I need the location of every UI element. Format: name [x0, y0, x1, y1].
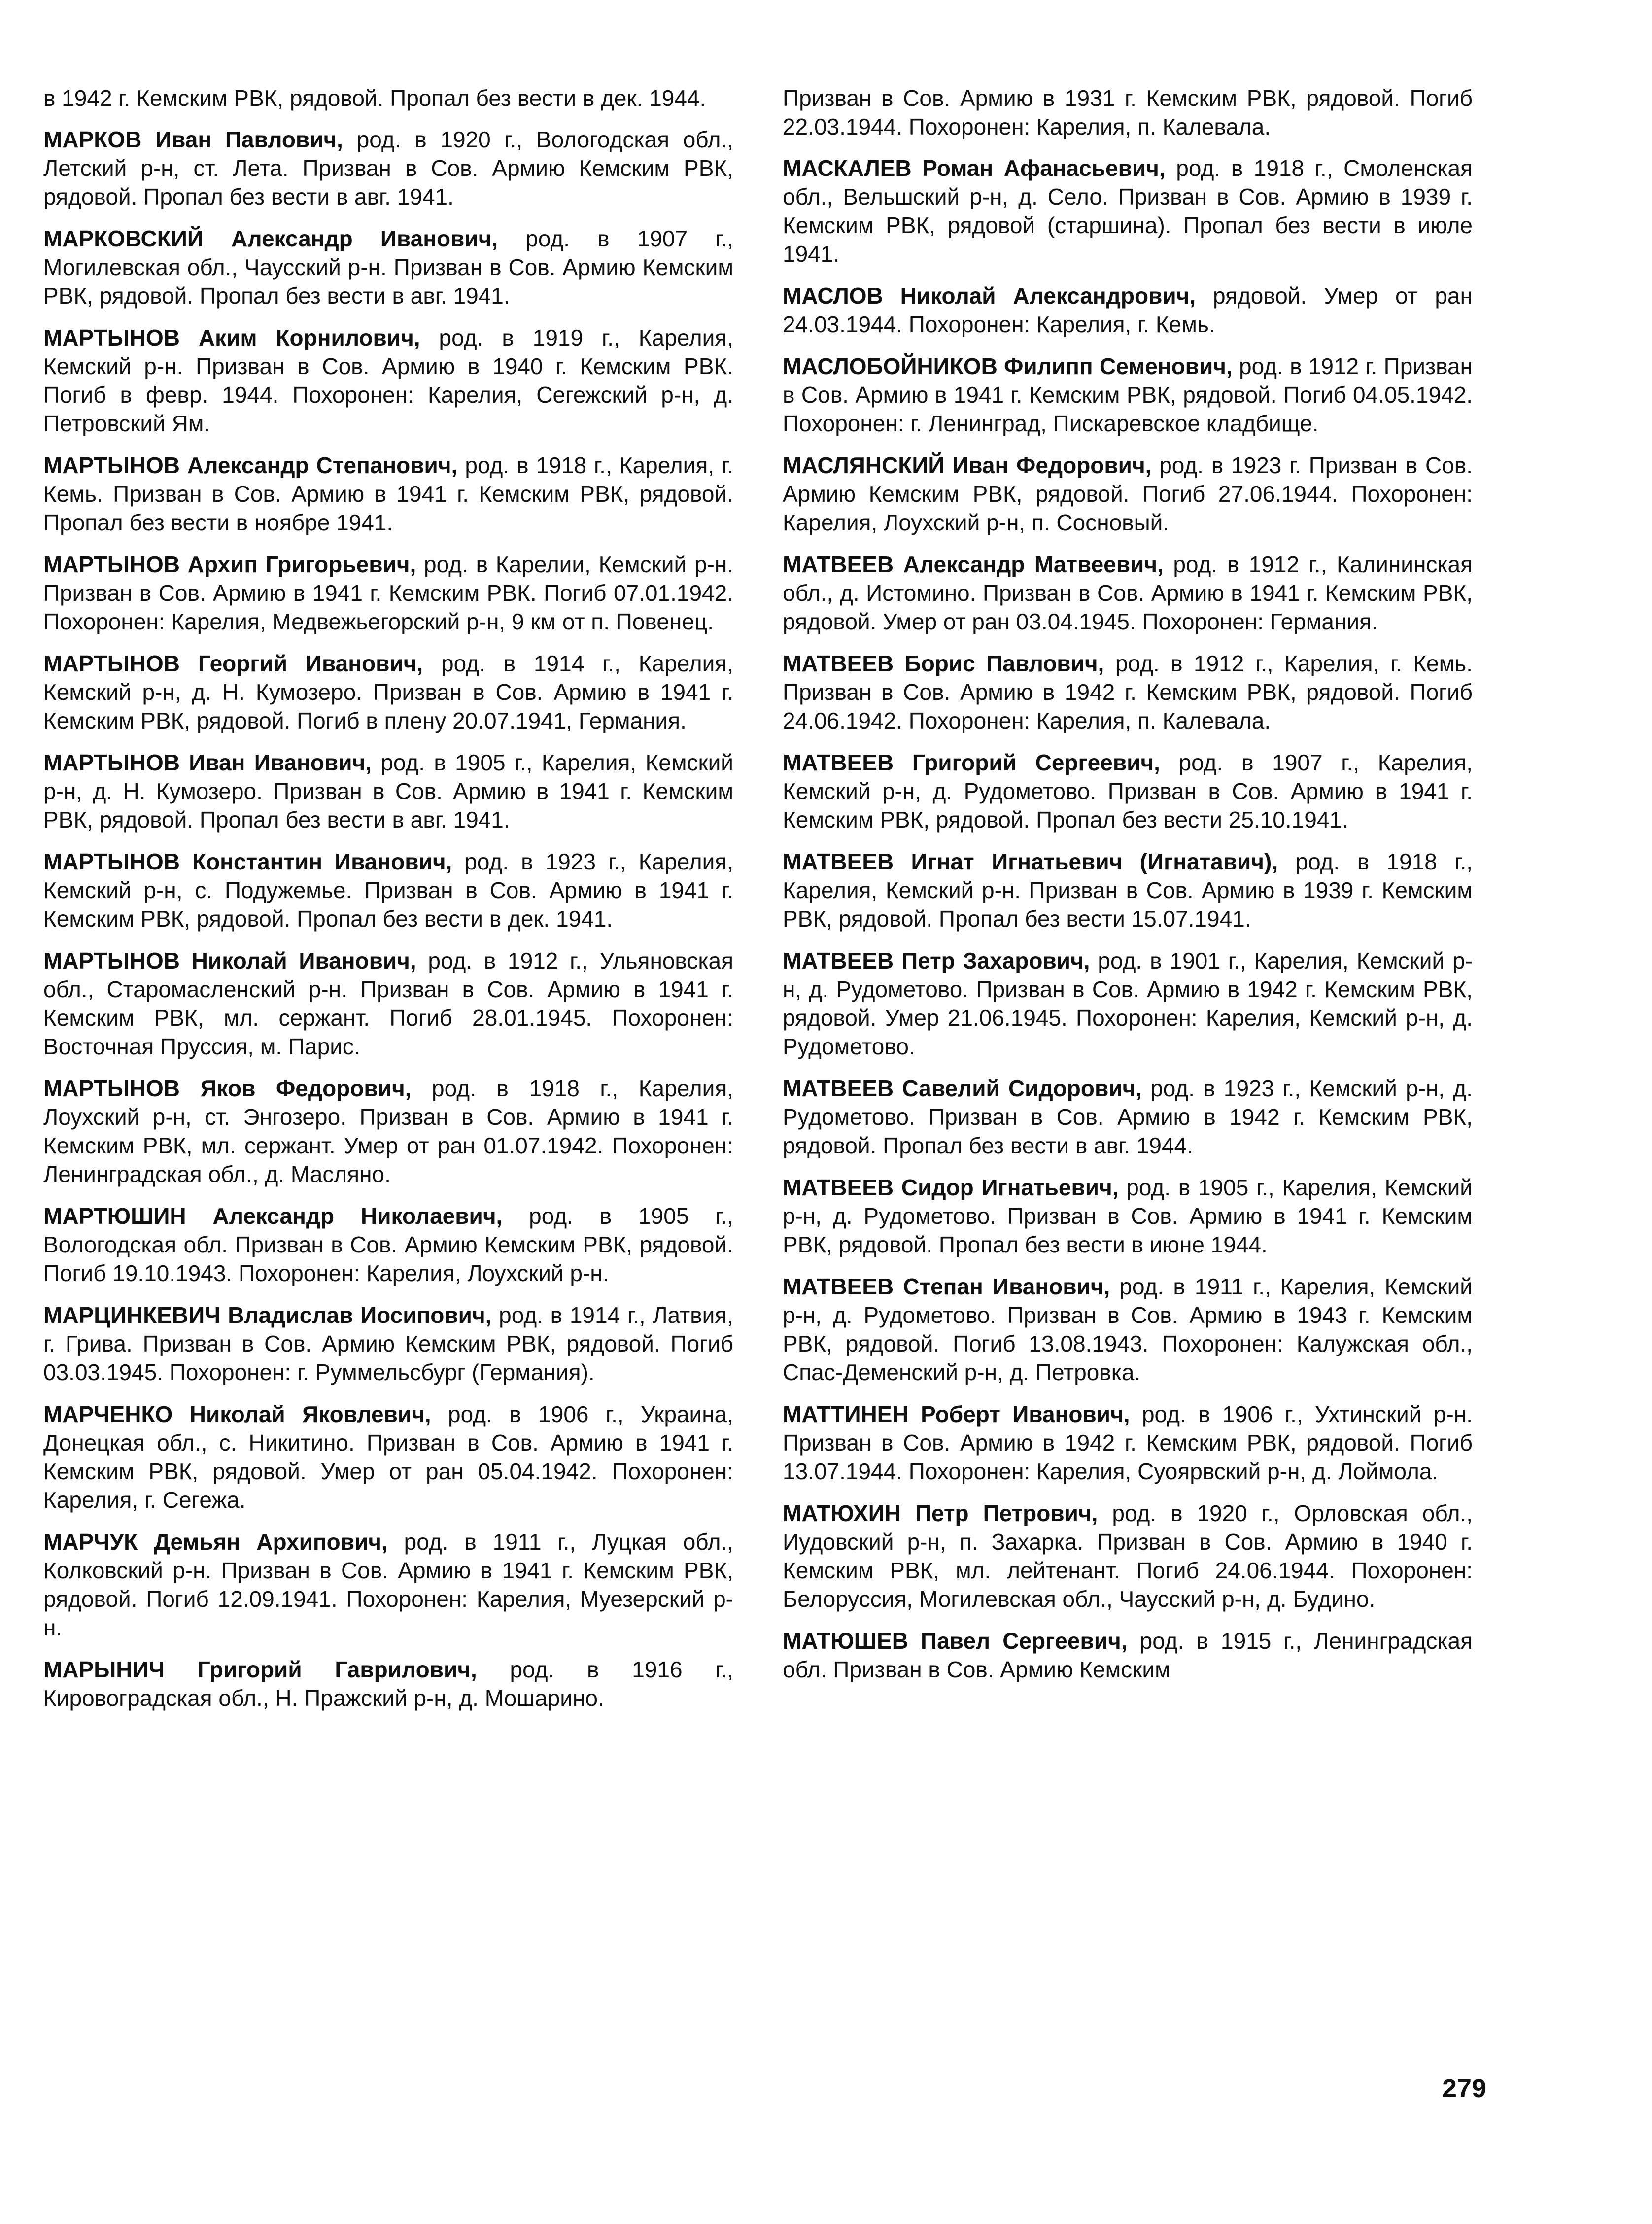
entry — [43, 1400, 733, 1514]
entry-name: МАСЛОБОЙНИКОВ Филипп Семенович, — [783, 353, 1233, 379]
entry-name: МАРТЫНОВ Иван Иванович, — [43, 750, 372, 775]
entry-name: МАРТЫНОВ Георгий Иванович, — [43, 651, 423, 676]
entry-name: МАРТЮШИН Александр Николаевич, — [43, 1203, 503, 1229]
entry-name: МАРЫНИЧ Григорий Гаврилович, — [43, 1657, 477, 1682]
entry — [43, 1528, 733, 1642]
entry-name: МАТВЕЕВ Савелий Сидорович, — [783, 1076, 1142, 1101]
entry-text: род. в 1918 г., Карелия, Кемский р-н. Призван в Сов. Армию в 1939 г. Кемским РВК, рядовой. Пропал без вести 15.07.1941. — [783, 849, 1473, 932]
entry — [783, 281, 1473, 339]
book-page — [43, 84, 1473, 2105]
entry — [43, 550, 733, 636]
page-number: 279 — [1442, 2074, 1487, 2103]
entry-name: МАТТИНЕН Роберт Иванович, — [783, 1401, 1130, 1427]
entry — [43, 125, 733, 211]
entry-name: МАТВЕЕВ Игнат Игнатьевич (Игнатавич), — [783, 849, 1278, 874]
entry — [43, 1655, 733, 1712]
entry-name: МАСЛОВ Николай Александрович, — [783, 283, 1196, 309]
entry — [783, 748, 1473, 834]
entry — [43, 1074, 733, 1188]
entry — [783, 352, 1473, 438]
entry — [783, 1627, 1473, 1684]
entry-name: МАТВЕЕВ Сидор Игнатьевич, — [783, 1175, 1119, 1200]
entry — [43, 847, 733, 933]
entry — [783, 649, 1473, 735]
entry-name: МАСЛЯНСКИЙ Иван Федорович, — [783, 452, 1152, 478]
entry-text: род. в 1905 г., Карелия, Кемский р-н, д. Рудометово. Призван в Сов. Армию в 1941 г. Кемским РВК, рядовой. Пропал без вести в июне 1944. — [783, 1175, 1473, 1257]
entry — [783, 154, 1473, 268]
left-column — [43, 84, 733, 1726]
entry-text: род. в 1920 г., Вологодская обл., Летский р-н, ст. Лета. Призван в Сов. Армию Кемским РВК, рядовой. Пропал без вести в авг. 1941. — [43, 127, 733, 209]
entry — [43, 649, 733, 735]
entry-text: род. в 1906 г., Украина, Донецкая обл., с. Никитино. Призван в Сов. Армию в 1941 г. Кемским РВК, рядовой. Умер от ран 05.04.1942. Похоронен: Карелия, г. Сегежа. — [43, 1401, 733, 1513]
entry-name: МАРЦИНКЕВИЧ Владислав Иосипович, — [43, 1302, 492, 1328]
entry-name: МАТВЕЕВ Петр Захарович, — [783, 948, 1090, 973]
entry-text: в 1942 г. Кемским РВК, рядовой. Пропал без вести в дек. 1944. — [43, 85, 706, 111]
entry-text: род. в 1918 г., Карелия, Лоухский р-н, ст. Энгозеро. Призван в Сов. Армию в 1941 г. Кемским РВК, мл. сержант. Умер от ран 01.07.1942. Похоронен: Ленинградская обл., д. Масляно. — [43, 1076, 734, 1187]
entry-text: род. в 1905 г., Вологодская обл. Призван в Сов. Армию Кемским РВК, рядовой. Погиб 19.10.1943. Похоронен: Карелия, Лоухский р-н. — [43, 1203, 733, 1286]
entry-text: род. в Карелии, Кемский р-н. Призван в Сов. Армию в 1941 г. Кемским РВК. Погиб 07.01.1942. Похоронен: Карелия, Медвежьегорский р-н, 9 км от п. Повенец. — [43, 552, 733, 634]
entry-text: род. в 1906 г., Ухтинский р-н. Призван в Сов. Армию в 1942 г. Кемским РВК, рядовой. Погиб 13.07.1944. Похоронен: Карелия, Суоярвский р-н, д. Лоймола. — [783, 1401, 1473, 1484]
entry-text: род. в 1912 г., Калининская обл., д. Истомино. Призван в Сов. Армию в 1941 г. Кемским РВК, рядовой. Умер от ран 03.04.1945. Похоронен: Германия. — [783, 552, 1473, 634]
entry-text: род. в 1914 г., Латвия, г. Грива. Призван в Сов. Армию Кемским РВК, рядовой. Погиб 03.03.1945. Похоронен: г. Руммельсбург (Германия). — [43, 1302, 733, 1385]
entry-text: рядовой. Умер от ран 24.03.1944. Похоронен: Карелия, г. Кемь. — [783, 283, 1473, 337]
entry-name: МАТВЕЕВ Степан Иванович, — [783, 1274, 1110, 1299]
right-column — [783, 84, 1473, 1697]
entry — [43, 748, 733, 834]
entry-continuation — [43, 84, 733, 112]
entry-text: род. в 1920 г., Орловская обл., Иудовский р-н, п. Захарка. Призван в Сов. Армию в 1940 г. Кемским РВК, мл. лейтенант. Погиб 24.06.1944. Похоронен: Белоруссия, Могилевская обл., Чаусский р-н, д. Будино. — [783, 1500, 1473, 1612]
entry — [783, 550, 1473, 636]
entry-name: МАРЧЕНКО Николай Яковлевич, — [43, 1401, 431, 1427]
entry-text: род. в 1911 г., Луцкая обл., Колковский р-н. Призван в Сов. Армию в 1941 г. Кемским РВК, рядовой. Погиб 12.09.1941. Похоронен: Карелия, Муезерский р-н. — [43, 1529, 733, 1640]
entry-text: род. в 1914 г., Карелия, Кемский р-н, д. Н. Кумозеро. Призван в Сов. Армию в 1941 г. Кемским РВК, рядовой. Погиб в плену 20.07.1941, Германия. — [43, 651, 733, 733]
entry-text: род. в 1907 г., Карелия, Кемский р-н, д. Рудометово. Призван в Сов. Армию в 1941 г. Кемским РВК, рядовой. Пропал без вести 25.10.1941. — [783, 750, 1473, 833]
entry-name: МАРТЫНОВ Александр Степанович, — [43, 452, 458, 478]
entry-text: род. в 1912 г., Ульяновская обл., Старомасленский р-н. Призван в Сов. Армию в 1941 г. Кемским РВК, мл. сержант. Погиб 28.01.1945. Похоронен: Восточная Пруссия, м. Парис. — [43, 948, 733, 1059]
entry — [783, 1074, 1473, 1160]
entry-name: МАТВЕЕВ Григорий Сергеевич, — [783, 750, 1160, 775]
entry-text: род. в 1907 г., Могилевская обл., Чаусский р-н. Призван в Сов. Армию Кемским РВК, рядовой. Пропал без вести в авг. 1941. — [43, 226, 734, 309]
entry-name: МАТВЕЕВ Александр Матвеевич, — [783, 552, 1164, 577]
entry-name: МАРТЫНОВ Аким Корнилович, — [43, 325, 420, 350]
entry — [43, 323, 733, 438]
entry — [783, 1400, 1473, 1486]
entry-name: МАСКАЛЕВ Роман Афанасьевич, — [783, 155, 1166, 181]
entry-name: МАРКОВСКИЙ Александр Иванович, — [43, 226, 498, 251]
entry-text: род. в 1919 г., Карелия, Кемский р-н. Призван в Сов. Армию в 1940 г. Кемским РВК. Погиб в февр. 1944. Похоронен: Карелия, Сегежский р-н, д. Петровский Ям. — [43, 325, 733, 436]
entry-text: род. в 1915 г., Ленинградская обл. Призван в Сов. Армию Кемским — [783, 1628, 1473, 1682]
entry-name: МАРТЫНОВ Константин Иванович, — [43, 849, 452, 874]
entry-name: МАРТЫНОВ Яков Федорович, — [43, 1076, 412, 1101]
entry-name: МАРТЫНОВ Архип Григорьевич, — [43, 552, 416, 577]
entry-text: род. в 1916 г., Кировоградская обл., Н. Пражский р-н, д. Мошарино. — [43, 1657, 733, 1711]
entry — [783, 451, 1473, 537]
entry — [43, 1202, 733, 1287]
entry-name: МАТЮХИН Петр Петрович, — [783, 1500, 1098, 1526]
entry-name: МАРТЫНОВ Николай Иванович, — [43, 948, 416, 973]
entry — [43, 1301, 733, 1387]
entry-continuation — [783, 84, 1473, 141]
entry — [783, 1272, 1473, 1387]
entry-text: род. в 1901 г., Карелия, Кемский р-н, д. Рудометово. Призван в Сов. Армию в 1942 г. Кемским РВК, рядовой. Умер 21.06.1945. Похоронен: Карелия, Кемский р-н, д. Рудометово. — [783, 948, 1473, 1059]
entry — [783, 1499, 1473, 1613]
entry-name: МАРКОВ Иван Павлович, — [43, 127, 343, 152]
entry-text: род. в 1918 г., Смоленская обл., Вельшский р-н, д. Село. Призван в Сов. Армию в 1939 г. Кемским РВК, рядовой (старшина). Пропал без вести в июле 1941. — [783, 155, 1473, 267]
entry-text: род. в 1918 г., Карелия, г. Кемь. Призван в Сов. Армию в 1941 г. Кемским РВК, рядовой. Пропал без вести в ноябре 1941. — [43, 452, 733, 535]
entry-name: МАТВЕЕВ Борис Павлович, — [783, 651, 1104, 676]
entry-text: род. в 1912 г., Карелия, г. Кемь. Призван в Сов. Армию в 1942 г. Кемским РВК, рядовой. Погиб 24.06.1942. Похоронен: Карелия, п. Калевала. — [783, 651, 1473, 733]
entry-text: род. в 1923 г. Призван в Сов. Армию Кемским РВК, рядовой. Погиб 27.06.1944. Похоронен: Карелия, Лоухский р-н, п. Сосновый. — [783, 452, 1473, 535]
entry-text: род. в 1923 г., Кемский р-н, д. Рудометово. Призван в Сов. Армию в 1942 г. Кемским РВК, рядовой. Пропал без вести в авг. 1944. — [783, 1076, 1473, 1158]
entry — [783, 847, 1473, 933]
entry — [43, 946, 733, 1061]
entry-name: МАТЮШЕВ Павел Сергеевич, — [783, 1628, 1128, 1654]
entry-text: род. в 1923 г., Карелия, Кемский р-н, с. Подужемье. Призван в Сов. Армию в 1941 г. Кемским РВК, рядовой. Пропал без вести в дек. 1941. — [43, 849, 733, 932]
entry — [783, 946, 1473, 1061]
entry — [43, 451, 733, 537]
entry-text: род. в 1905 г., Карелия, Кемский р-н, д. Н. Кумозеро. Призван в Сов. Армию в 1941 г. Кемским РВК, рядовой. Пропал без вести в авг. 1941. — [43, 750, 734, 833]
entry-text: род. в 1911 г., Карелия, Кемский р-н, д. Рудометово. Призван в Сов. Армию в 1943 г. Кемским РВК, рядовой. Погиб 13.08.1943. Похоронен: Калужская обл., Спас-Деменский р-н, д. Петровка. — [783, 1274, 1473, 1385]
entry — [43, 224, 733, 310]
entry-text: Призван в Сов. Армию в 1931 г. Кемским РВК, рядовой. Погиб 22.03.1944. Похоронен: Карелия, п. Калевала. — [783, 85, 1473, 139]
entry — [783, 1173, 1473, 1259]
entry-text: род. в 1912 г. Призван в Сов. Армию в 1941 г. Кемским РВК, рядовой. Погиб 04.05.1942. Похоронен: г. Ленинград, Пискаревское кладбище. — [783, 353, 1473, 436]
entry-name: МАРЧУК Демьян Архипович, — [43, 1529, 388, 1555]
